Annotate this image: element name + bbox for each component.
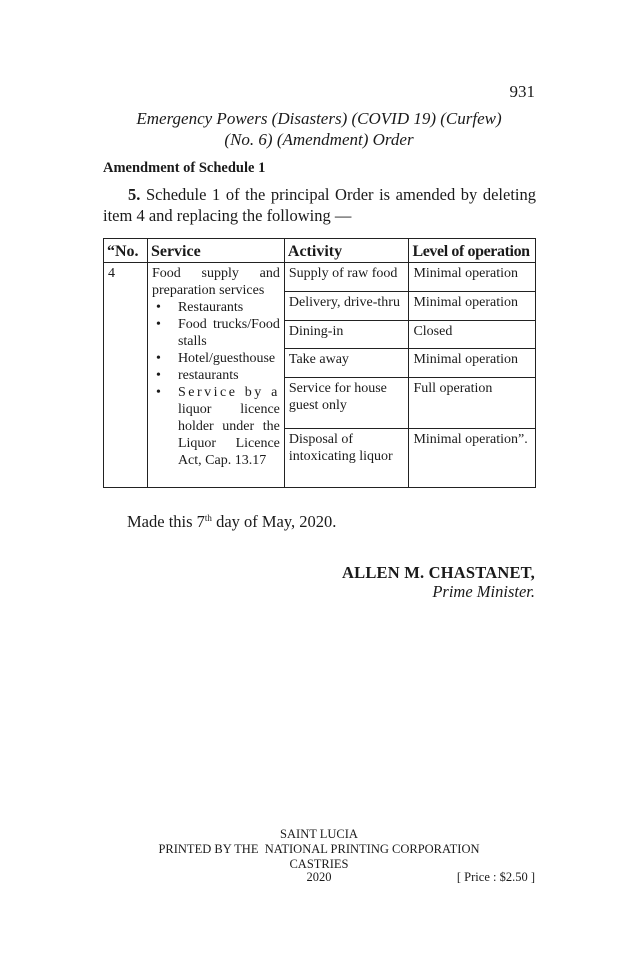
made-date-line	[127, 512, 336, 532]
paragraph-number: 5.	[128, 185, 141, 204]
table-header-row	[104, 239, 536, 263]
document-title-line-2: (No. 6) (Amendment) Order	[224, 130, 414, 149]
signatory-name: ALLEN M. CHASTANET,	[342, 563, 535, 582]
cell-activity: Take away	[284, 349, 409, 378]
cell-service	[147, 263, 284, 488]
made-suffix: day of May, 2020.	[211, 512, 337, 531]
cell-level: Minimal operation	[409, 291, 536, 320]
cell-activity: Delivery, drive-thru	[284, 291, 409, 320]
amendment-paragraph	[103, 184, 536, 226]
cell-activity: Service for house guest only	[284, 378, 409, 429]
service-bullet: • Hotel/guesthouse	[152, 350, 280, 367]
footer-price: [ Price : $2.50 ]	[456, 870, 535, 884]
cell-level: Full operation	[409, 378, 536, 429]
footer-city: CASTRIES	[289, 857, 349, 871]
cell-level: Minimal operation”.	[409, 429, 536, 488]
cell-level: Minimal operation	[409, 263, 536, 292]
paragraph-text: Schedule 1 of the principal Order is amended by deleting item 4 and replacing the following —	[103, 185, 537, 225]
table-row	[104, 263, 536, 292]
cell-no: 4	[104, 263, 148, 488]
service-bullet-liquor-b: liquor licence holder under the Liquor Licence Act, Cap. 13.17	[177, 402, 280, 468]
page-number: 931	[509, 82, 535, 101]
header-level: Level of operation	[409, 239, 536, 263]
footer-printer: PRINTED BY THE NATIONAL PRINTING CORPORATION	[158, 842, 480, 856]
cell-level: Closed	[409, 320, 536, 349]
header-service: Service	[147, 239, 284, 263]
section-heading: Amendment of Schedule 1	[103, 160, 266, 176]
service-bullet: • restaurants	[152, 367, 280, 384]
footer-year: 2020	[306, 870, 332, 884]
service-bullet-liquor-a: Service by a	[177, 385, 280, 400]
cell-activity: Dining-in	[284, 320, 409, 349]
cell-activity: Supply of raw food	[284, 263, 409, 292]
cell-activity: Disposal of intoxicating liquor	[284, 429, 409, 488]
made-superscript: th	[204, 513, 212, 523]
header-no: “No.	[104, 239, 148, 263]
service-bullet: • Restaurants	[152, 299, 280, 316]
cell-level: Minimal operation	[409, 349, 536, 378]
service-bullet: • Food trucks/Food stalls	[152, 316, 280, 350]
schedule-table	[103, 238, 536, 488]
header-activity: Activity	[284, 239, 409, 263]
service-intro: Food supply and preparation services	[151, 266, 280, 298]
made-prefix: Made this 7	[127, 512, 205, 531]
service-bullet-liquor	[152, 384, 280, 469]
footer-country: SAINT LUCIA	[280, 827, 358, 841]
document-title-line-1: Emergency Powers (Disasters) (COVID 19) (Curfew)	[136, 109, 502, 128]
service-bullet-list	[152, 299, 280, 469]
signatory-title: Prime Minister.	[432, 582, 535, 601]
